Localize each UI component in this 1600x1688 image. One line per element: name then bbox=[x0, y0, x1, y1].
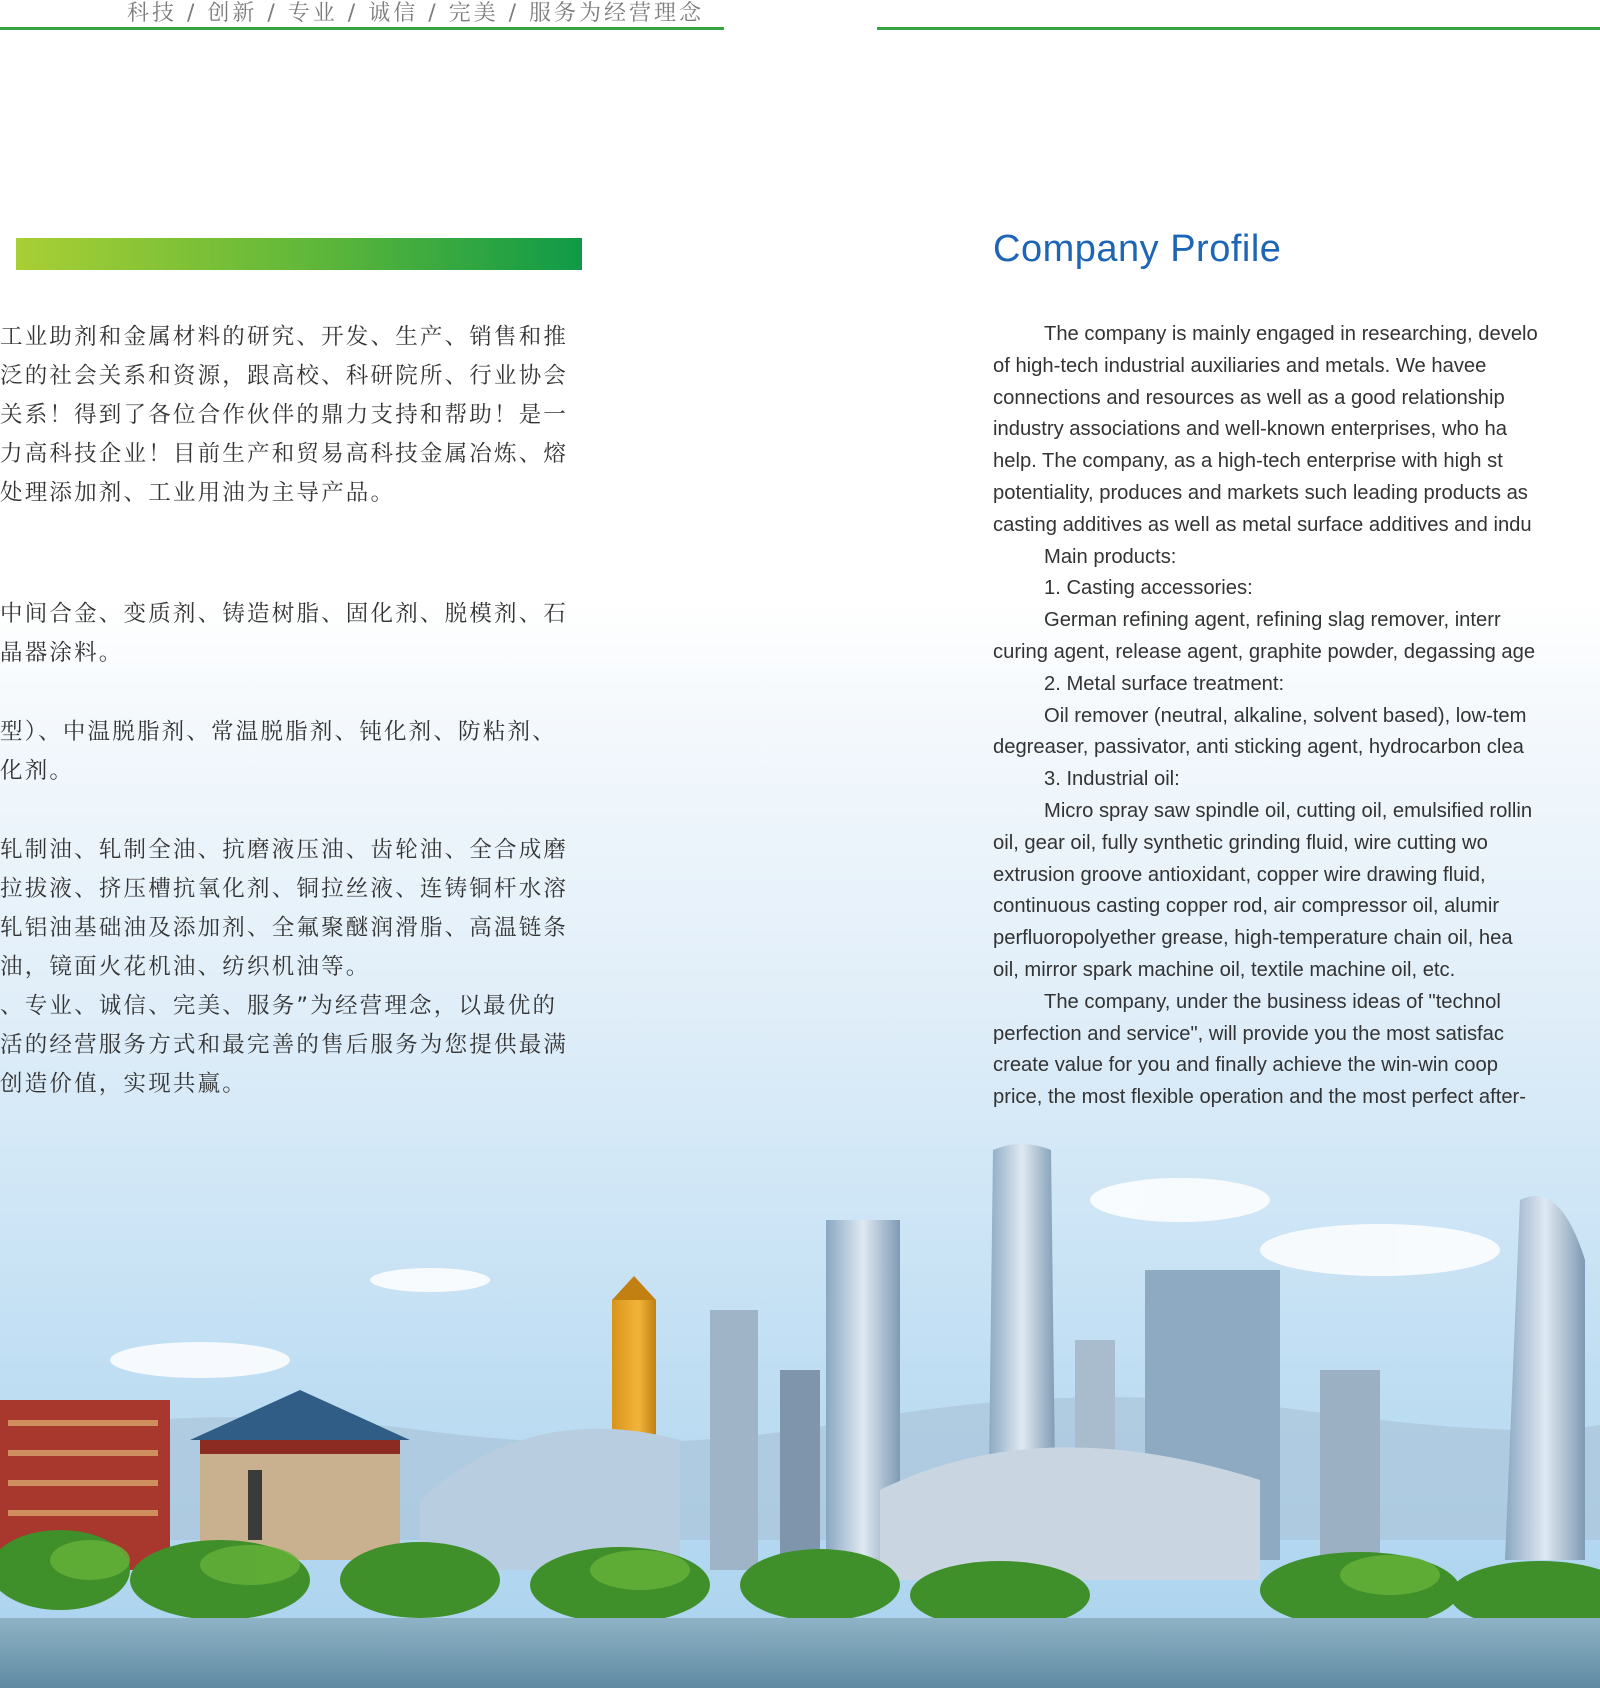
english-line: The company is mainly engaged in researching, develo bbox=[1044, 323, 1538, 345]
english-line: Main products: bbox=[1044, 545, 1177, 568]
english-profile-body bbox=[993, 319, 1600, 1114]
english-line: perfection and service", will provide you the most satisfac bbox=[993, 1022, 1504, 1045]
english-line: casting additives as well as metal surface additives and indu bbox=[993, 513, 1532, 536]
header-slogan: 科技 / 创新 / 专业 / 诚信 / 完美 / 服务为经营理念 bbox=[127, 1, 704, 26]
chinese-line: 化剂。 bbox=[0, 758, 75, 784]
english-line: of high-tech industrial auxiliaries and metals. We haveе bbox=[993, 354, 1487, 377]
english-line: Oil remover (neutral, alkaline, solvent based), low-tem bbox=[1044, 704, 1527, 727]
english-line: price, the most flexible operation and the most perfect after- bbox=[993, 1086, 1526, 1109]
chinese-line: 油，镜面火花机油、纺织机油等。 bbox=[0, 954, 371, 980]
chinese-paragraph-3 bbox=[0, 713, 610, 791]
english-line: 2. Metal surface treatment: bbox=[1044, 672, 1285, 695]
company-profile-title: Company Profile bbox=[993, 228, 1282, 270]
chinese-line: 泛的社会关系和资源，跟高校、科研院所、行业协会 bbox=[0, 363, 569, 389]
chinese-line: 、专业、诚信、完美、服务”为经营理念，以最优的 bbox=[0, 993, 558, 1019]
english-line: oil, gear oil, fully synthetic grinding fluid, wire cutting wo bbox=[993, 831, 1488, 854]
chinese-line: 晶器涂料。 bbox=[0, 640, 124, 666]
header-rule-left bbox=[0, 27, 724, 30]
chinese-line: 创造价值，实现共赢。 bbox=[0, 1071, 248, 1097]
chinese-line: 轧制油、轧制全油、抗磨液压油、齿轮油、全合成磨 bbox=[0, 837, 569, 863]
section-accent-bar bbox=[16, 238, 582, 270]
english-line: Micro spray saw spindle oil, cutting oil, emulsified rollin bbox=[1044, 799, 1533, 822]
header-rule-right bbox=[877, 27, 1600, 30]
chinese-line: 活的经营服务方式和最完善的售后服务为您提供最满 bbox=[0, 1032, 569, 1058]
chinese-line: 关系！得到了各位合作伙伴的鼎力支持和帮助！是一 bbox=[0, 402, 569, 428]
english-line: connections and resources as well as a good relationship bbox=[993, 386, 1505, 409]
chinese-line: 轧铝油基础油及添加剂、全氟聚醚润滑脂、高温链条 bbox=[0, 915, 569, 941]
english-line: German refining agent, refining slag remover, interr bbox=[1044, 609, 1501, 632]
chinese-line: 工业助剂和金属材料的研究、开发、生产、销售和推 bbox=[0, 324, 569, 350]
chinese-paragraph-2 bbox=[0, 595, 610, 673]
english-line: potentiality, produces and markets such leading products as bbox=[993, 481, 1528, 504]
chinese-line: 拉拔液、挤压槽抗氧化剂、铜拉丝液、连铸铜杆水溶 bbox=[0, 876, 569, 902]
city-skyline-image bbox=[0, 1140, 1600, 1688]
english-line: The company, under the business ideas of "technol bbox=[1044, 990, 1501, 1013]
english-line: continuous casting copper rod, air compressor oil, alumir bbox=[993, 895, 1500, 918]
english-line: degreaser, passivator, anti sticking agent, hydrocarbon clea bbox=[993, 736, 1524, 759]
chinese-line: 力高科技企业！目前生产和贸易高科技金属冶炼、熔 bbox=[0, 441, 569, 467]
english-line: oil, mirror spark machine oil, textile machine oil, etc. bbox=[993, 958, 1456, 981]
english-line: create value for you and finally achieve the win-win coop bbox=[993, 1054, 1498, 1077]
english-line: industry associations and well-known enterprises, who ha bbox=[993, 418, 1507, 441]
english-line: 3. Industrial oil: bbox=[1044, 768, 1180, 791]
english-line: help. The company, as a high-tech enterprise with high st bbox=[993, 450, 1503, 473]
chinese-line: 中间合金、变质剂、铸造树脂、固化剂、脱模剂、石 bbox=[0, 601, 569, 627]
english-line: 1. Casting accessories: bbox=[1044, 577, 1253, 600]
chinese-line: 型）、中温脱脂剂、常温脱脂剂、钝化剂、防粘剂、 bbox=[0, 719, 557, 745]
chinese-paragraph-4 bbox=[0, 831, 610, 1104]
chinese-line: 处理添加剂、工业用油为主导产品。 bbox=[0, 480, 396, 506]
english-line: perfluoropolyether grease, high-temperature chain oil, hea bbox=[993, 927, 1513, 950]
chinese-paragraph-1 bbox=[0, 318, 610, 513]
english-line: extrusion groove antioxidant, copper wire drawing fluid, bbox=[993, 863, 1486, 886]
english-line: curing agent, release agent, graphite powder, degassing age bbox=[993, 640, 1536, 663]
